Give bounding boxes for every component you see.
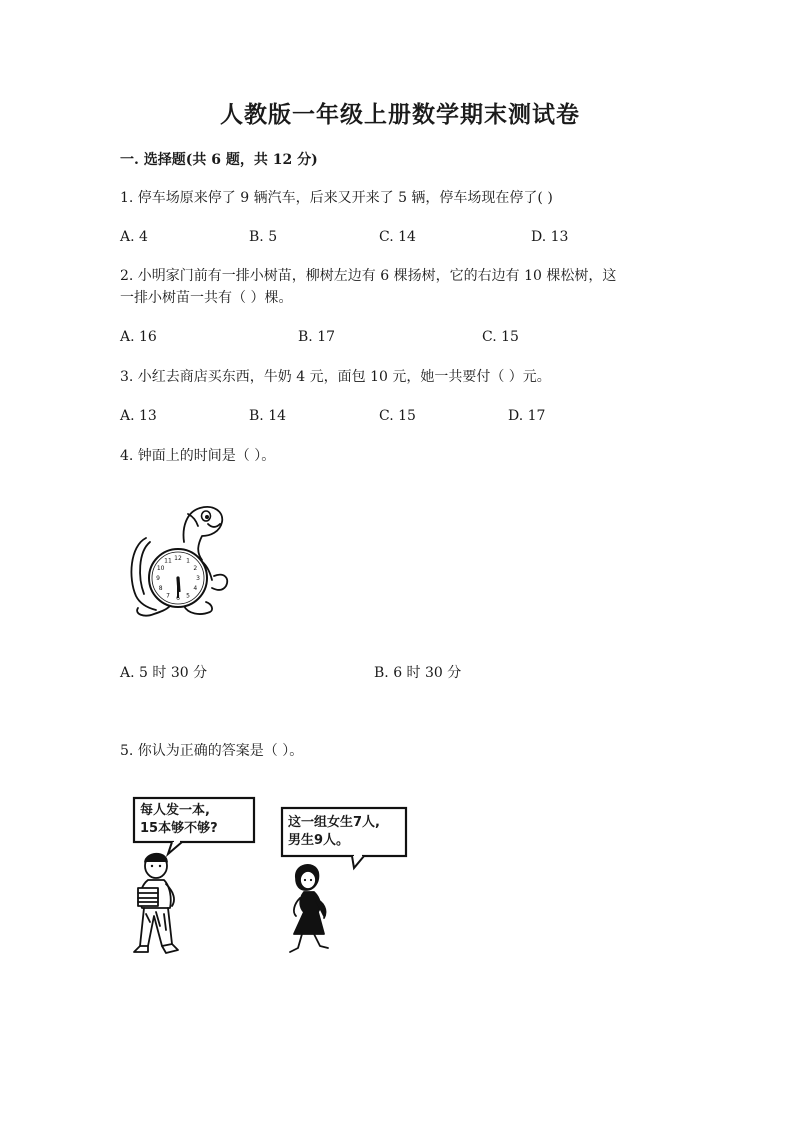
question-4-option-a: A. 5 时 30 分 <box>120 665 208 681</box>
clock-numeral: 9 <box>156 575 160 582</box>
page-title: 人教版一年级上册数学期末测试卷 <box>220 101 580 128</box>
clock-numeral: 10 <box>156 565 165 572</box>
question-3-option-b: B. 14 <box>249 408 287 424</box>
girl-speaking-illustration <box>280 806 410 956</box>
question-3-option-c: C. 15 <box>379 408 416 424</box>
boy-bubble-line2: 15本够不够? <box>140 821 218 836</box>
clock-numeral: 7 <box>166 592 170 600</box>
turtle-clock-icon <box>126 498 232 622</box>
question-3-stem: 3. 小红去商店买东西，牛奶 4 元，面包 10 元，她一共要付（ ）元。 <box>120 369 551 385</box>
question-1-option-d: D. 13 <box>531 229 569 245</box>
clock-numeral: 11 <box>164 557 172 565</box>
question-1-stem: 1. 停车场原来停了 9 辆汽车，后来又开来了 5 辆，停车场现在停了( ) <box>120 190 553 206</box>
question-3-option-d: D. 17 <box>508 408 546 424</box>
clock-numeral: 5 <box>186 592 190 600</box>
question-2-option-a: A. 16 <box>120 329 157 345</box>
clock-numeral: 6 <box>176 595 180 602</box>
section-heading: 一. 选择题(共 6 题，共 12 分) <box>120 152 318 168</box>
question-4-option-b: B. 6 时 30 分 <box>374 665 462 681</box>
question-3-option-a: A. 13 <box>120 408 157 424</box>
boy-speaking-illustration <box>126 796 264 960</box>
question-1-option-b: B. 5 <box>249 229 278 245</box>
question-1-option-c: C. 14 <box>379 229 416 245</box>
girl-speech-bubble <box>288 814 406 850</box>
question-2-option-c: C. 15 <box>482 329 519 345</box>
clock-numeral: 2 <box>193 565 198 572</box>
girl-bubble-line1: 这一组女生7人, <box>288 815 380 830</box>
boy-speech-bubble <box>140 802 250 838</box>
clock-numeral: 3 <box>196 575 200 582</box>
clock-numeral: 8 <box>158 585 163 592</box>
question-2-option-b: B. 17 <box>298 329 336 345</box>
question-4-stem: 4. 钟面上的时间是（ ）。 <box>120 448 276 464</box>
girl-bubble-line2: 男生9人。 <box>288 833 350 848</box>
question-5-stem: 5. 你认为正确的答案是（ ）。 <box>120 743 304 759</box>
question-2-stem-line1: 2. 小明家门前有一排小树苗，柳树左边有 6 棵扬树，它的右边有 10 棵松树，这 <box>120 268 617 284</box>
boy-bubble-line1: 每人发一本, <box>140 803 210 818</box>
question-2-stem-line2: 一排小树苗一共有（ ）棵。 <box>120 290 293 306</box>
clock-numeral: 4 <box>193 585 198 592</box>
turtle-clock-illustration <box>126 498 232 622</box>
question-1-option-a: A. 4 <box>120 229 148 245</box>
clock-numeral: 12 <box>174 555 182 562</box>
clock-numeral: 1 <box>186 557 190 565</box>
